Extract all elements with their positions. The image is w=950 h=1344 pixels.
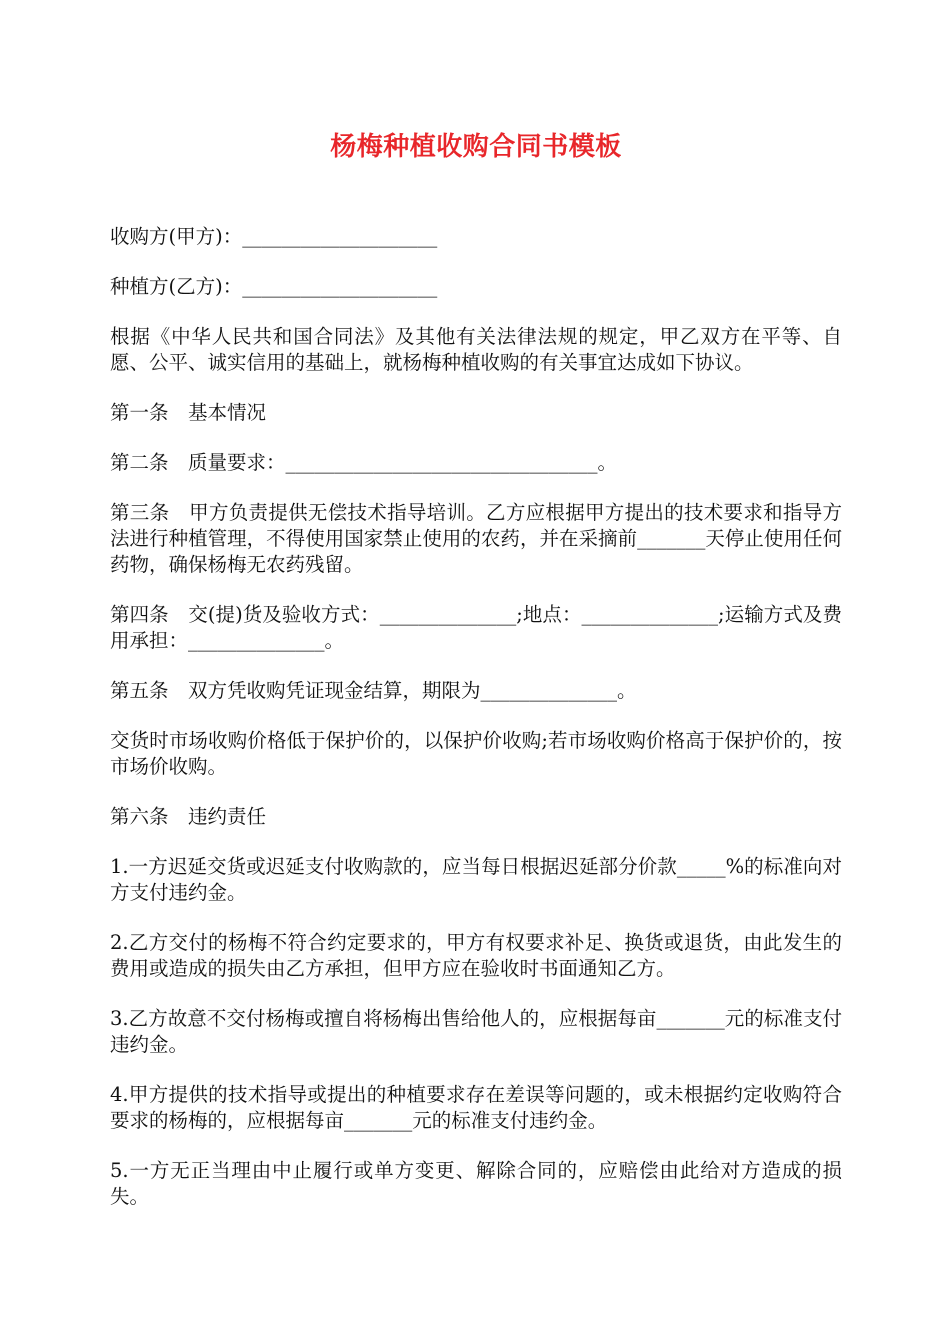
article-6-heading: 第六条 违约责任 — [110, 805, 267, 828]
liability-clause-4: 4.甲方提供的技术指导或提出的种植要求存在差误等问题的，或未根据约定收购符合要求的杨梅的，应根据每亩_______元的标准支付违约金。 — [110, 1083, 842, 1132]
liability-clause-1: 1.一方迟延交货或迟延支付收购款的，应当每日根据迟延部分价款_____%的标准向对方支付违约金。 — [110, 855, 842, 904]
preamble-paragraph: 根据《中华人民共和国合同法》及其他有关法律法规的规定，甲乙双方在平等、自愿、公平、诚实信用的基础上，就杨梅种植收购的有关事宜达成如下协议。 — [110, 325, 842, 374]
article-5-settlement: 第五条 双方凭收购凭证现金结算，期限为______________。 — [110, 679, 637, 702]
price-protection-paragraph: 交货时市场收购价格低于保护价的，以保护价收购;若市场收购价格高于保护价的，按市场价收购。 — [110, 729, 842, 778]
article-4-delivery: 第四条 交(提)货及验收方式：______________;地点：______________;运输方式及费用承担：______________。 — [110, 603, 842, 652]
liability-clause-2: 2.乙方交付的杨梅不符合约定要求的，甲方有权要求补足、换货或退货，由此发生的费用或造成的损失由乙方承担，但甲方应在验收时书面通知乙方。 — [110, 931, 842, 980]
grower-party-line: 种植方(乙方)：____________________ — [110, 275, 438, 298]
document-title: 杨梅种植收购合同书模板 — [330, 132, 622, 162]
article-2-quality: 第二条 质量要求：________________________________。 — [110, 451, 618, 474]
article-1-heading: 第一条 基本情况 — [110, 401, 267, 424]
liability-clause-5: 5.一方无正当理由中止履行或单方变更、解除合同的，应赔偿由此给对方造成的损失。 — [110, 1159, 842, 1208]
liability-clause-3: 3.乙方故意不交付杨梅或擅自将杨梅出售给他人的，应根据每亩_______元的标准支付违约金。 — [110, 1007, 842, 1056]
article-3-technical-guidance: 第三条 甲方负责提供无偿技术指导培训。乙方应根据甲方提出的技术要求和指导方法进行种植管理，不得使用国家禁止使用的农药，并在采摘前_______天停止使用任何药物，确保杨梅无农药残留。 — [110, 501, 842, 576]
buyer-party-line: 收购方(甲方)：____________________ — [110, 225, 438, 248]
